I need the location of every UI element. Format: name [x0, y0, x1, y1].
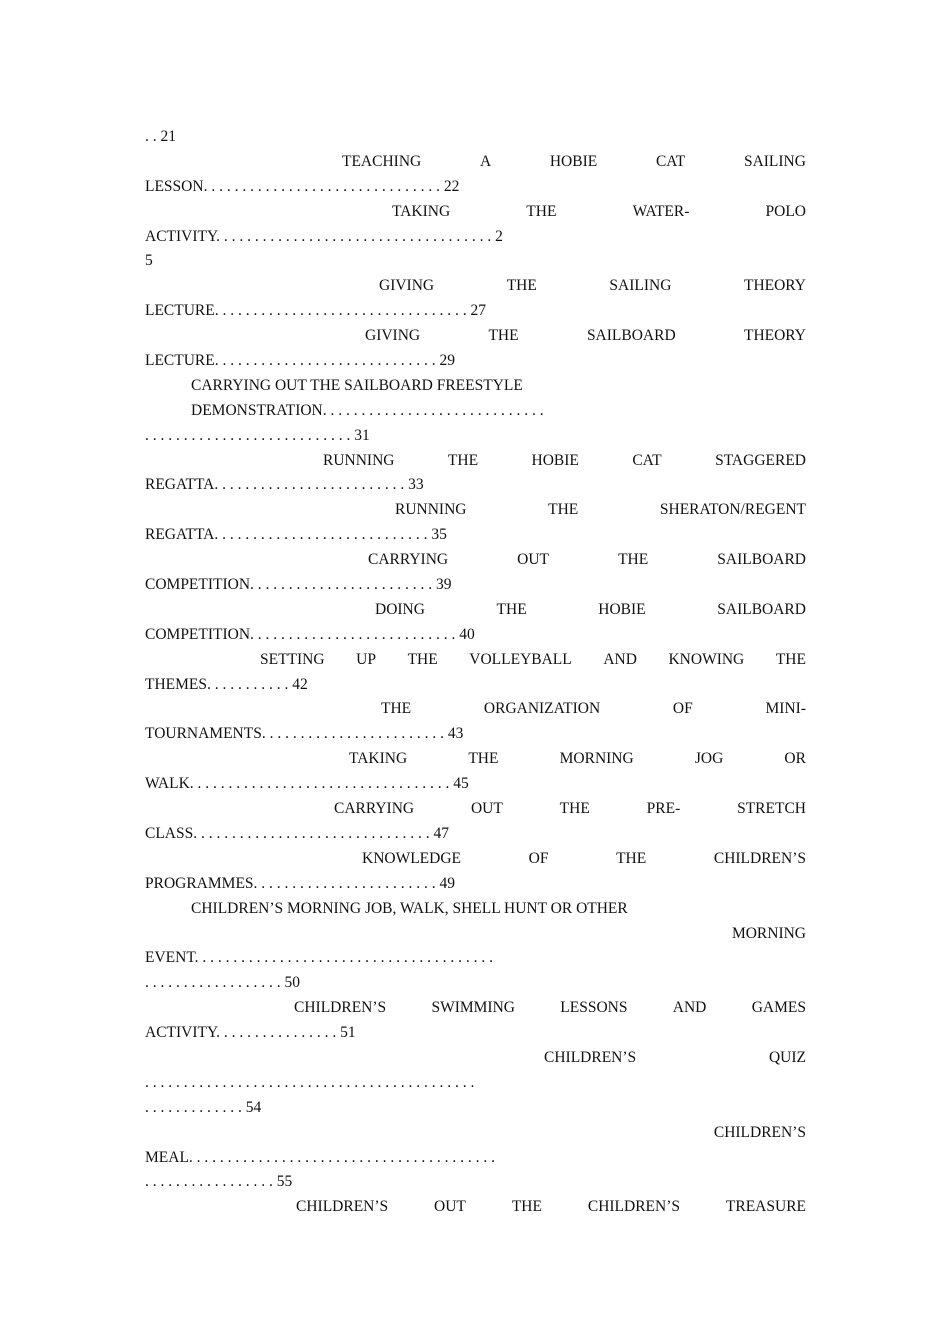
toc-line: LESSON. . . . . . . . . . . . . . . . . . . . . . . . . . . . . . . 22: [145, 177, 460, 195]
toc-line: [145, 150, 806, 175]
toc-word: HOBIE: [598, 600, 646, 618]
toc-word: SAILING: [609, 277, 672, 295]
toc-word: VOLLEYBALL: [469, 650, 572, 668]
toc-line: MEAL. . . . . . . . . . . . . . . . . . . . . . . . . . . . . . . . . . . . . . . .: [145, 1148, 496, 1166]
toc-line: [145, 449, 806, 474]
toc-word: THE: [618, 551, 649, 569]
toc-word: THE: [548, 501, 579, 519]
toc-word: PRE-: [646, 800, 681, 818]
toc-word: THEORY: [743, 277, 806, 295]
toc-word: SWIMMING: [431, 999, 515, 1017]
toc-word: MINI-: [765, 700, 806, 718]
toc-line: ACTIVITY. . . . . . . . . . . . . . . . 51: [145, 1024, 356, 1042]
toc-word: THE: [559, 800, 590, 818]
toc-word: OF: [528, 849, 549, 867]
toc-word: OUT: [434, 1198, 466, 1216]
toc-line: [145, 324, 806, 349]
toc-word: OR: [784, 750, 806, 768]
toc-line: . . . . . . . . . . . . . . . . . . . . . . . . . . . 31: [145, 426, 370, 444]
toc-word: THE: [447, 451, 479, 469]
table-of-contents: [145, 125, 806, 1220]
toc-line: COMPETITION. . . . . . . . . . . . . . . . . . . . . . . . . . . 40: [145, 625, 475, 643]
toc-word: KNOWLEDGE: [362, 849, 462, 867]
toc-word: CARRYING: [334, 800, 415, 818]
toc-line: [145, 1195, 806, 1220]
toc-word: SAILBOARD: [717, 551, 806, 569]
toc-word: GAMES: [751, 999, 806, 1017]
toc-word: AND: [672, 999, 707, 1017]
toc-word: THE: [775, 650, 806, 668]
toc-word: SAILING: [743, 152, 806, 170]
toc-line: THEMES. . . . . . . . . . . 42: [145, 675, 308, 693]
toc-word: RUNNING: [323, 451, 395, 469]
toc-word: LESSONS: [560, 999, 628, 1017]
toc-word: HOBIE: [549, 152, 598, 170]
toc-line: [145, 996, 806, 1021]
toc-word: OF: [672, 700, 693, 718]
toc-line: LECTURE. . . . . . . . . . . . . . . . . . . . . . . . . . . . . 29: [145, 352, 455, 370]
toc-word: CARRYING: [368, 551, 449, 569]
toc-word: STAGGERED: [715, 451, 806, 469]
toc-word: JOG: [694, 750, 724, 768]
toc-word: POLO: [765, 202, 806, 220]
toc-line: . . . . . . . . . . . . . . . . . . . . . . . . . . . . . . . . . . . . . . . . . . .: [145, 1073, 475, 1091]
toc-word: AND: [603, 650, 637, 668]
toc-line: [145, 274, 806, 299]
toc-line: [145, 200, 806, 225]
toc-line: CARRYING OUT THE SAILBOARD FREESTYLE: [191, 376, 523, 394]
toc-word: DOING: [375, 600, 425, 618]
toc-line: WALK. . . . . . . . . . . . . . . . . . . . . . . . . . . . . . . . . . 45: [145, 775, 469, 793]
toc-line: TOURNAMENTS. . . . . . . . . . . . . . . . . . . . . . . . 43: [145, 725, 464, 743]
toc-line: . . . . . . . . . . . . . 54: [145, 1098, 262, 1116]
toc-line: CLASS. . . . . . . . . . . . . . . . . . . . . . . . . . . . . . . 47: [145, 824, 449, 842]
toc-word: GIVING: [365, 327, 421, 345]
toc-line: 5: [145, 252, 153, 270]
toc-word: SAILBOARD: [586, 327, 676, 345]
toc-word: OUT: [470, 800, 503, 818]
toc-word: ORGANIZATION: [483, 700, 601, 718]
toc-word: SAILBOARD: [717, 600, 806, 618]
toc-word: CHILDREN’S: [294, 999, 387, 1017]
toc-word: TAKING: [349, 750, 408, 768]
toc-word: THE: [407, 650, 438, 668]
toc-line: . . 21: [145, 128, 176, 145]
toc-line: MORNING: [731, 924, 806, 942]
toc-line: [145, 598, 806, 623]
toc-word: OUT: [517, 551, 550, 569]
toc-line: CHILDREN’S MORNING JOB, WALK, SHELL HUNT OR OTHER: [191, 899, 628, 917]
toc-word: MORNING: [559, 750, 634, 768]
toc-word: WATER-: [632, 202, 690, 220]
toc-line: REGATTA. . . . . . . . . . . . . . . . . . . . . . . . . 33: [145, 476, 424, 494]
toc-word: CHILDREN’S: [587, 1198, 680, 1216]
toc-word: CHILDREN’S: [713, 849, 806, 867]
toc-line: [145, 797, 806, 822]
toc-word: HOBIE: [531, 451, 579, 469]
toc-line: . . . . . . . . . . . . . . . . . . 50: [145, 974, 300, 992]
toc-word: THE: [511, 1198, 542, 1216]
toc-line: LECTURE. . . . . . . . . . . . . . . . . . . . . . . . . . . . . . . . . 27: [145, 302, 486, 320]
toc-word: TREASURE: [725, 1198, 806, 1216]
toc-line: ACTIVITY. . . . . . . . . . . . . . . . . . . . . . . . . . . . . . . . . . . . 2: [145, 227, 503, 245]
toc-word: STRETCH: [737, 800, 806, 818]
toc-word: KNOWING: [668, 650, 745, 668]
toc-line: COMPETITION. . . . . . . . . . . . . . . . . . . . . . . . 39: [145, 576, 452, 594]
toc-word: TAKING: [392, 202, 451, 220]
toc-word: GIVING: [379, 277, 435, 295]
toc-word: THE: [496, 600, 527, 618]
toc-line: [145, 847, 806, 872]
toc-line: [145, 697, 806, 722]
toc-word: THEORY: [743, 327, 806, 345]
toc-word: A: [479, 152, 492, 170]
toc-word: QUIZ: [768, 1048, 806, 1066]
toc-line: [145, 498, 806, 523]
toc-word: CAT: [655, 152, 686, 170]
toc-word: CHILDREN’S: [296, 1198, 389, 1216]
toc-word: THE: [381, 700, 412, 718]
toc-line: CHILDREN’S: [713, 1123, 806, 1141]
toc-word: CHILDREN’S: [544, 1048, 637, 1066]
toc-word: THE: [616, 849, 647, 867]
toc-word: THE: [526, 202, 557, 220]
toc-line: PROGRAMMES. . . . . . . . . . . . . . . . . . . . . . . . 49: [145, 874, 456, 892]
toc-word: TEACHING: [342, 152, 422, 170]
toc-line: [145, 747, 806, 772]
toc-line: DEMONSTRATION. . . . . . . . . . . . . . . . . . . . . . . . . . . . .: [191, 401, 544, 419]
toc-word: CAT: [632, 451, 662, 469]
toc-line: [145, 548, 806, 573]
toc-line: . . . . . . . . . . . . . . . . . 55: [145, 1173, 293, 1191]
toc-line: [145, 1046, 806, 1071]
toc-line: EVENT. . . . . . . . . . . . . . . . . . . . . . . . . . . . . . . . . . . . . . .: [145, 949, 494, 967]
toc-line: [145, 648, 806, 673]
toc-word: THE: [488, 327, 519, 345]
toc-line: REGATTA. . . . . . . . . . . . . . . . . . . . . . . . . . . . 35: [145, 526, 447, 544]
toc-word: THE: [468, 750, 499, 768]
toc-word: SHERATON/REGENT: [659, 501, 806, 519]
toc-word: RUNNING: [395, 501, 467, 519]
toc-word: SETTING: [260, 650, 325, 668]
toc-word: UP: [356, 650, 376, 668]
toc-word: THE: [506, 277, 537, 295]
